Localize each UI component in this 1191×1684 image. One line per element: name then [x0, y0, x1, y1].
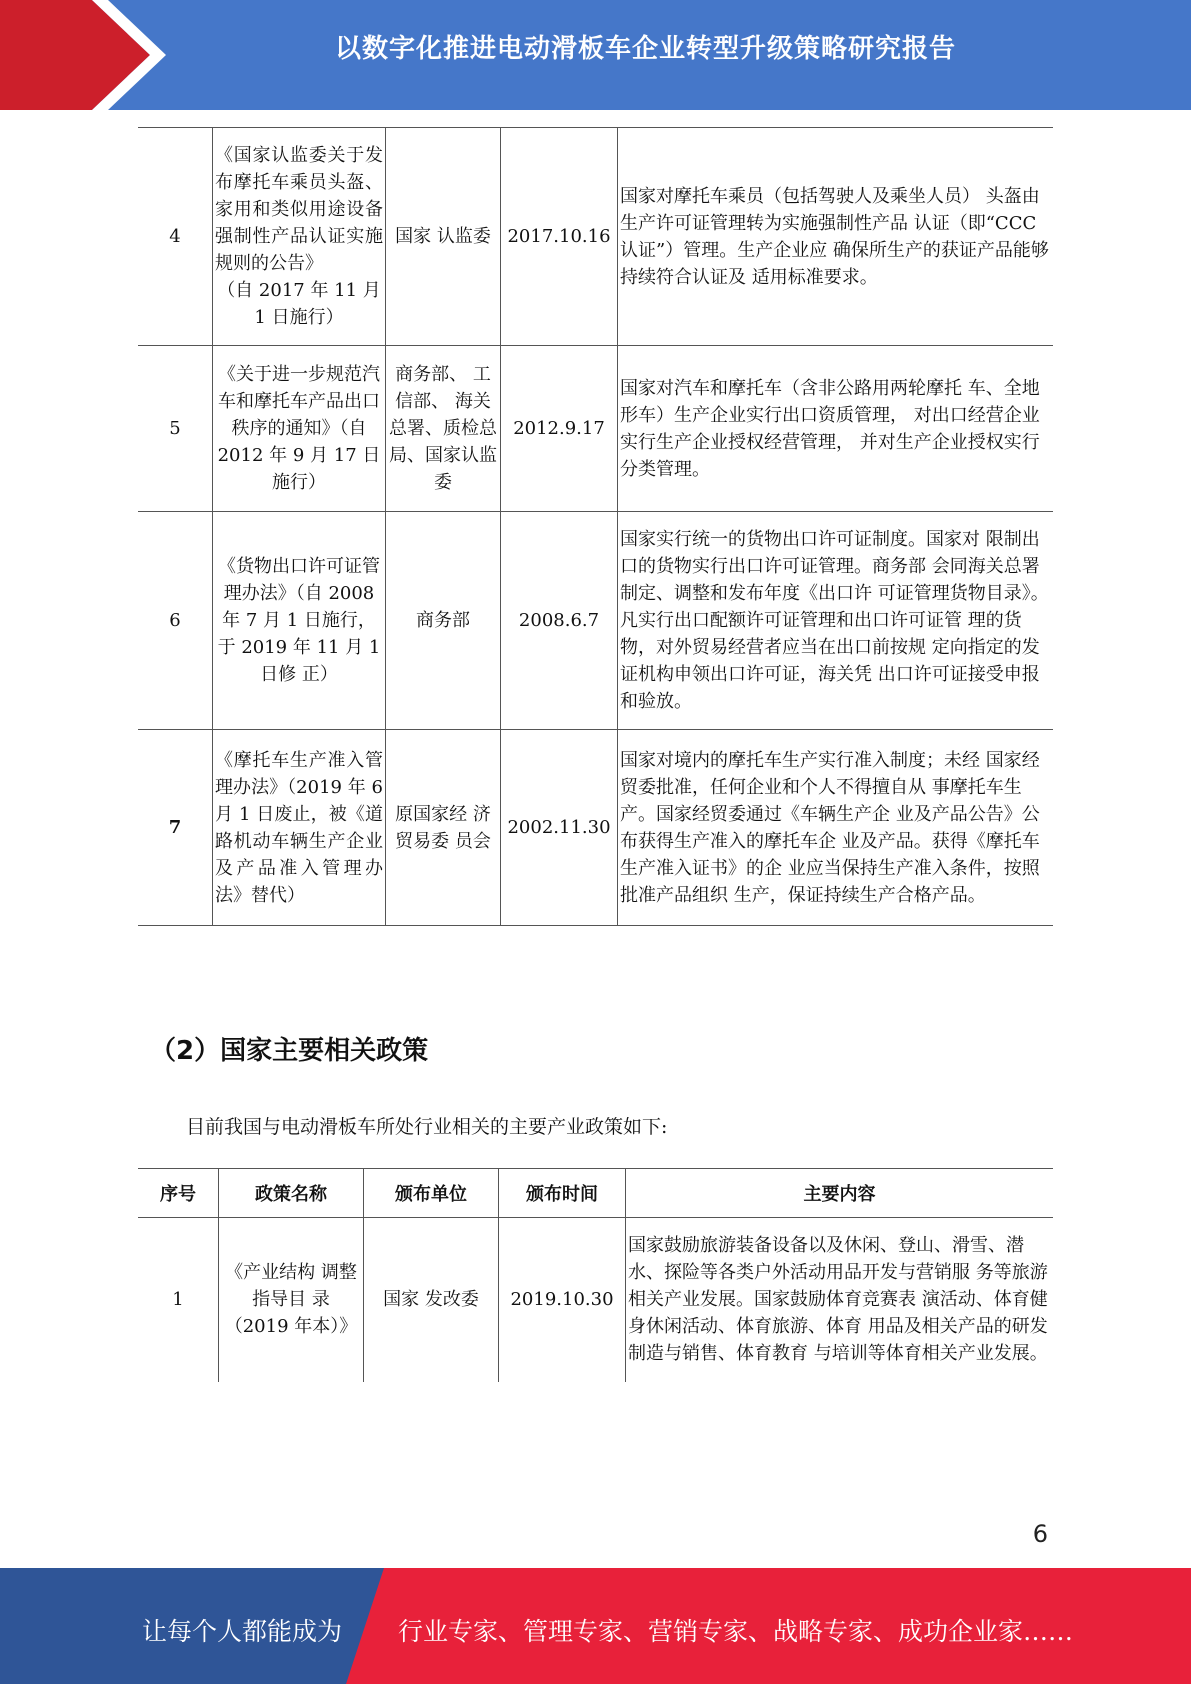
- issuing-authority: 商务部、 工信部、 海关总署、质检总局、国家认监委: [386, 346, 501, 512]
- footer-slogan-right: 行业专家、管理专家、营销专家、战略专家、成功企业家……: [398, 1617, 1074, 1646]
- row-index: 6: [138, 512, 213, 730]
- table-row: [138, 512, 1053, 730]
- table-row: [138, 128, 1053, 346]
- issue-date: 2017.10.16: [501, 128, 618, 346]
- table-header-row: [138, 1169, 1053, 1218]
- row-index: 5: [138, 346, 213, 512]
- row-index: 4: [138, 128, 213, 346]
- issue-date: 2002.11.30: [501, 730, 618, 926]
- header-index: 序号: [138, 1169, 219, 1218]
- row-index: 7: [138, 730, 213, 926]
- header-authority: 颁布单位: [364, 1169, 499, 1218]
- main-content: 国家对境内的摩托车生产实行准入制度；未经 国家经贸委批准，任何企业和个人不得擅自从 事摩托车生产。国家经贸委通过《车辆生产企 业及产品公告》公布获得生产准入的摩托车企 业及产品。获得《摩托车生产准入证书》的企 业应当保持生产准入条件，按照批准产品组织 生产，保证持续生产合格产品。: [618, 730, 1054, 926]
- footer-slogan-left: 让每个人都能成为: [142, 1617, 343, 1646]
- regulation-name: 《摩托车生产准入管理办法》（2019 年 6 月 1 日废止，被《道路机动车辆生产企业及产品准入管理办法》替代）: [213, 730, 386, 926]
- issuing-authority: 国家 认监委: [386, 128, 501, 346]
- issuing-authority: 国家 发改委: [364, 1218, 499, 1382]
- regulation-name: 《国家认监委关于发布摩托车乘员头盔、家用和类似用途设备强制性产品认证实施规则的公告》 （自 2017 年 11 月 1 日施行）: [213, 128, 386, 346]
- issuing-authority: 商务部: [386, 512, 501, 730]
- policy-name: 《产业结构 调整指导目 录（2019 年本）》: [219, 1218, 364, 1382]
- policy-table: [138, 1168, 1053, 1382]
- table-row: [138, 1218, 1053, 1382]
- page-number: 6: [1032, 1520, 1048, 1548]
- page-header: [0, 0, 1191, 110]
- main-content: 国家鼓励旅游装备设备以及休闲、登山、滑雪、潜水、探险等各类户外活动用品开发与营销服 务等旅游相关产业发展。国家鼓励体育竞赛表 演活动、体育健身休闲活动、体育旅游、体育 用品及相关产品的研发制造与销售、体育教育 与培训等体育相关产业发展。: [626, 1218, 1054, 1382]
- page-footer: [0, 1568, 1191, 1684]
- regulation-name: 《关于进一步规范汽车和摩托车产品出口秩序的通知》（自 2012 年 9 月 17 日施行）: [213, 346, 386, 512]
- header-title: 以数字化推进电动滑板车企业转型升级策略研究报告: [334, 34, 956, 64]
- issue-date: 2012.9.17: [501, 346, 618, 512]
- header-date: 颁布时间: [499, 1169, 626, 1218]
- section-intro: 目前我国与电动滑板车所处行业相关的主要产业政策如下:: [186, 1116, 668, 1138]
- table-row: [138, 730, 1053, 926]
- regulation-table: [138, 127, 1053, 926]
- issue-date: 2019.10.30: [499, 1218, 626, 1382]
- section-heading: （2）国家主要相关政策: [150, 1036, 429, 1066]
- main-content: 国家对摩托车乘员（包括驾驶人及乘坐人员） 头盔由生产许可证管理转为实施强制性产品 认证（即“CCC 认证”）管理。生产企业应 确保所生产的获证产品能够持续符合认证及 适用标准要求。: [618, 128, 1054, 346]
- table-row: [138, 346, 1053, 512]
- issue-date: 2008.6.7: [501, 512, 618, 730]
- regulation-name: 《货物出口许可证管理办法》（自 2008 年 7 月 1 日施行，于 2019 年 11 月 1 日修 正）: [213, 512, 386, 730]
- header-content: 主要内容: [626, 1169, 1054, 1218]
- header-policy-name: 政策名称: [219, 1169, 364, 1218]
- main-content: 国家实行统一的货物出口许可证制度。国家对 限制出口的货物实行出口许可证管理。商务部 会同海关总署制定、调整和发布年度《出口许 可证管理货物目录》。 凡实行出口配额许可证管理和出口许可证管 理的货物，对外贸易经营者应当在出口前按规 定向指定的发证机构申领出口许可证，海关凭 出口许可证接受申报和验放。: [618, 512, 1054, 730]
- issuing-authority: 原国家经 济贸易委 员会: [386, 730, 501, 926]
- main-content: 国家对汽车和摩托车（含非公路用两轮摩托 车、全地形车）生产企业实行出口资质管理， 对出口经营企业实行生产企业授权经营管理， 并对生产企业授权实行分类管理。: [618, 346, 1054, 512]
- row-index: 1: [138, 1218, 219, 1382]
